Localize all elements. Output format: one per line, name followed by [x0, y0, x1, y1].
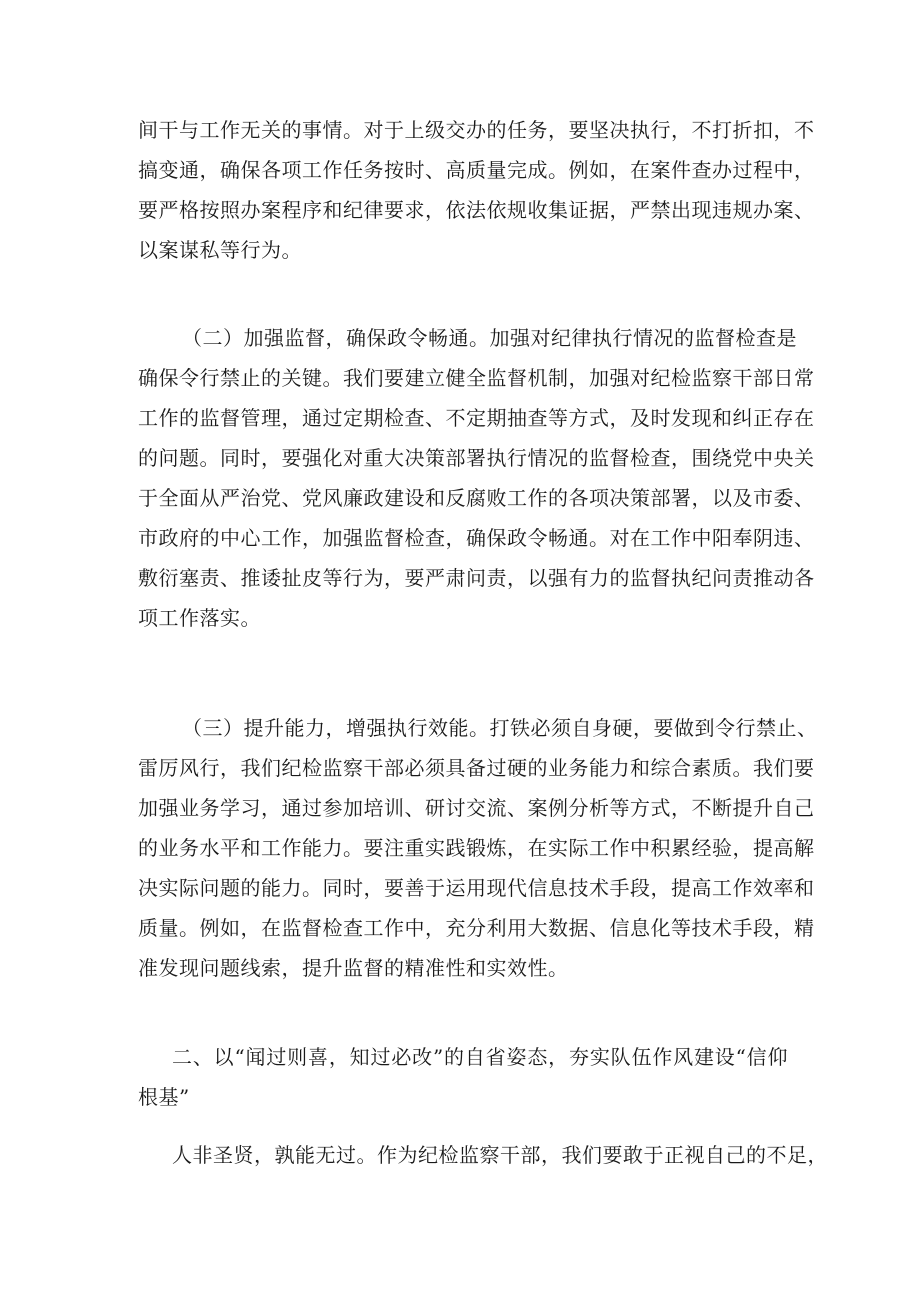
paragraph-2-line-7: 敷衍塞责、推诿扯皮等行为，要严肃问责，以强有力的监督执纪问责推动各	[138, 566, 815, 590]
paragraph-5-line-1: 人非圣贤，孰能无过。作为纪检监察干部，我们要敢于正视自己的不足，	[172, 1143, 828, 1167]
section-heading	[138, 1037, 788, 1117]
paragraph-2-line-4: 的问题。同时，要强化对重大决策部署执行情况的监督检查，围绕党中央关	[138, 446, 815, 470]
paragraph-1	[138, 110, 815, 270]
paragraph-3	[138, 708, 818, 988]
paragraph-2-line-3: 工作的监督管理，通过定期检查、不定期抽查等方式，及时发现和纠正存在	[138, 406, 815, 430]
paragraph-3-line-3: 加强业务学习，通过参加培训、研讨交流、案例分析等方式，不断提升自己	[138, 796, 815, 820]
paragraph-3-line-2: 雷厉风行，我们纪检监察干部必须具备过硬的业务能力和综合素质。我们要	[138, 756, 815, 780]
paragraph-3-line-7: 准发现问题线索，提升监督的精准性和实效性。	[138, 956, 569, 980]
paragraph-1-line-3: 要严格按照办案程序和纪律要求，依法依规收集证据，严禁出现违规办案、	[138, 198, 815, 222]
paragraph-1-line-1: 间干与工作无关的事情。对于上级交办的任务，要坚决执行，不打折扣，不	[138, 118, 815, 142]
paragraph-2	[138, 318, 815, 638]
paragraph-2-line-2: 确保令行禁止的关键。我们要建立健全监督机制，加强对纪检监察干部日常	[138, 366, 815, 390]
section-heading-line-2: 根基”	[138, 1085, 190, 1109]
paragraph-3-line-6: 质量。例如，在监督检查工作中，充分利用大数据、信息化等技术手段，精	[138, 916, 815, 940]
paragraph-3-line-4: 的业务水平和工作能力。要注重实践锻炼，在实际工作中积累经验，提高解	[138, 836, 815, 860]
paragraph-2-line-6: 市政府的中心工作，加强监督检查，确保政令畅通。对在工作中阳奉阴违、	[138, 526, 815, 550]
paragraph-3-line-1: （三）提升能力，增强执行效能。打铁必须自身硬，要做到令行禁止、	[182, 716, 818, 740]
paragraph-2-line-8: 项工作落实。	[138, 606, 261, 630]
section-heading-line-1: 二、以“闻过则喜，知过必改”的自省姿态，夯实队伍作风建设“信仰	[172, 1045, 788, 1069]
paragraph-1-line-2: 搞变通，确保各项工作任务按时、高质量完成。例如，在案件查办过程中，	[138, 158, 815, 182]
paragraph-3-line-5: 决实际问题的能力。同时，要善于运用现代信息技术手段，提高工作效率和	[138, 876, 815, 900]
paragraph-1-line-4: 以案谋私等行为。	[138, 238, 302, 262]
paragraph-2-line-1: （二）加强监督，确保政令畅通。加强对纪律执行情况的监督检查是	[182, 326, 797, 350]
paragraph-5	[138, 1135, 828, 1175]
paragraph-2-line-5: 于全面从严治党、党风廉政建设和反腐败工作的各项决策部署，以及市委、	[138, 486, 815, 510]
